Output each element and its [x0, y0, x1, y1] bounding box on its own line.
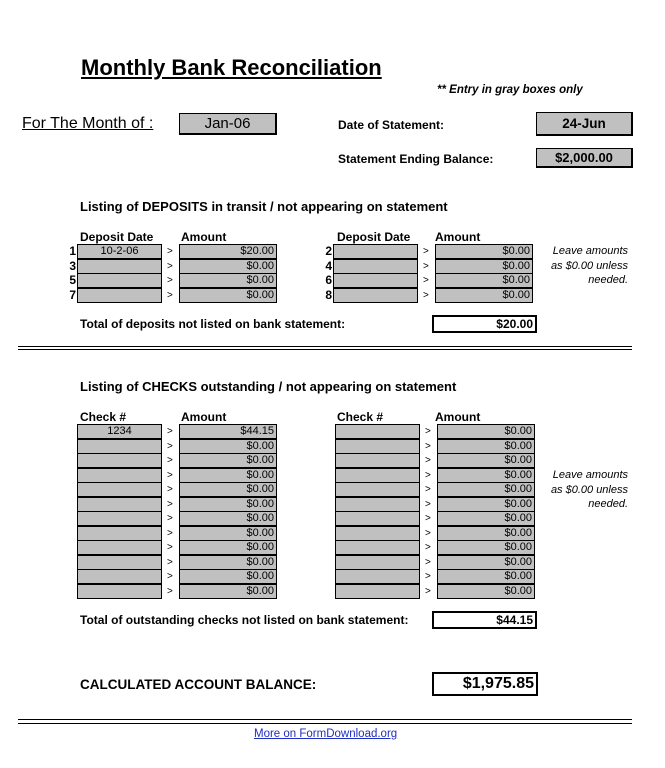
arrow-marker: > [425, 498, 431, 510]
check-number-input[interactable] [77, 584, 162, 599]
check-number-input[interactable] [335, 424, 420, 439]
check-number-input[interactable]: 1234 [77, 424, 162, 439]
check-number-input[interactable] [77, 526, 162, 541]
deposit-row-number: 7 [69, 287, 76, 302]
check-amount-input[interactable]: $0.00 [437, 468, 535, 483]
check-amount-input[interactable]: $0.00 [179, 482, 277, 497]
deposit-date-input[interactable] [333, 259, 418, 274]
arrow-marker: > [167, 275, 173, 286]
arrow-marker: > [425, 469, 431, 481]
check-number-input[interactable] [335, 482, 420, 497]
arrow-marker: > [167, 571, 173, 582]
deposit-date-input[interactable] [333, 273, 418, 288]
arrow-marker: > [167, 426, 173, 437]
statement-date-label: Date of Statement: [338, 118, 445, 132]
check-amount-input[interactable]: $0.00 [437, 497, 535, 512]
check-amount-input[interactable]: $0.00 [437, 511, 535, 526]
statement-balance-label: Statement Ending Balance: [338, 152, 494, 166]
deposit-row-number: 5 [69, 273, 76, 287]
arrow-marker: > [167, 260, 173, 272]
check-number-input[interactable] [77, 540, 162, 555]
entry-note: ** Entry in gray boxes only [437, 84, 583, 96]
deposit-amount-input[interactable]: $0.00 [179, 273, 277, 288]
statement-balance-input[interactable]: $2,000.00 [536, 148, 633, 168]
arrow-marker: > [425, 585, 431, 597]
deposit-amount-input[interactable]: $0.00 [179, 288, 277, 303]
check-number-input[interactable] [77, 569, 162, 584]
check-number-input[interactable] [335, 584, 420, 599]
arrow-marker: > [425, 426, 431, 437]
check-number-input[interactable] [335, 569, 420, 584]
deposit-amount-input[interactable]: $0.00 [435, 244, 533, 259]
arrow-marker: > [167, 246, 173, 257]
arrow-marker: > [167, 498, 173, 510]
arrow-marker: > [423, 275, 429, 286]
arrow-marker: > [167, 556, 173, 568]
check-amount-input[interactable]: $0.00 [437, 584, 535, 599]
arrow-marker: > [167, 527, 173, 539]
divider [18, 349, 632, 350]
check-amount-input[interactable]: $0.00 [179, 584, 277, 599]
check-number-header-right: Check # [337, 410, 384, 424]
arrow-marker: > [425, 527, 431, 539]
arrow-marker: > [167, 542, 173, 553]
arrow-marker: > [423, 246, 429, 257]
check-number-input[interactable] [77, 439, 162, 454]
arrow-marker: > [167, 440, 173, 452]
deposit-amount-input[interactable]: $20.00 [179, 244, 277, 259]
check-number-input[interactable] [335, 468, 420, 483]
arrow-marker: > [425, 542, 431, 553]
check-number-input[interactable] [77, 497, 162, 512]
checks-section-title: Listing of CHECKS outstanding / not appearing on statement [80, 379, 457, 394]
check-amount-input[interactable]: $0.00 [179, 497, 277, 512]
deposit-row-number: 8 [325, 287, 332, 302]
arrow-marker: > [425, 484, 431, 495]
check-number-input[interactable] [77, 453, 162, 468]
check-number-input[interactable] [77, 468, 162, 483]
arrow-marker: > [425, 455, 431, 466]
month-label: For The Month of : [22, 115, 154, 132]
calculated-balance-label: CALCULATED ACCOUNT BALANCE: [80, 677, 317, 692]
check-amount-input[interactable]: $0.00 [437, 569, 535, 584]
arrow-marker: > [425, 556, 431, 568]
deposits-total-label: Total of deposits not listed on bank statement: [80, 317, 346, 331]
check-amount-input[interactable]: $0.00 [437, 453, 535, 468]
deposit-amount-input[interactable]: $0.00 [435, 259, 533, 274]
divider [18, 346, 632, 347]
check-number-input[interactable] [335, 511, 420, 526]
deposit-date-input[interactable] [77, 288, 162, 303]
check-amount-input[interactable]: $0.00 [179, 468, 277, 483]
footer-link[interactable]: More on FormDownload.org [254, 728, 398, 740]
divider [18, 719, 632, 720]
deposit-date-input[interactable] [77, 259, 162, 274]
check-number-input[interactable] [335, 497, 420, 512]
arrow-marker: > [425, 513, 431, 524]
checks-leave-note: Leave amounts as $0.00 unless needed. [550, 469, 628, 510]
month-input[interactable]: Jan-06 [179, 113, 277, 135]
deposit-amount-header-left: Amount [181, 230, 227, 244]
check-amount-input[interactable]: $44.15 [179, 424, 277, 439]
check-amount-input[interactable]: $0.00 [437, 439, 535, 454]
deposit-row-number: 3 [69, 258, 76, 273]
check-amount-input[interactable]: $0.00 [179, 453, 277, 468]
check-amount-input[interactable]: $0.00 [437, 540, 535, 555]
check-amount-input[interactable]: $0.00 [437, 555, 535, 570]
check-number-input[interactable] [335, 540, 420, 555]
deposit-date-input[interactable] [333, 288, 418, 303]
check-amount-input[interactable]: $0.00 [179, 526, 277, 541]
deposits-leave-note: Leave amounts as $0.00 unless needed. [550, 245, 628, 286]
deposit-row-number: 4 [325, 258, 332, 273]
check-number-input[interactable] [335, 526, 420, 541]
deposit-row-number: 1 [69, 244, 76, 258]
deposit-amount-input[interactable]: $0.00 [179, 259, 277, 274]
deposit-row-number: 2 [325, 244, 332, 258]
check-amount-input[interactable]: $0.00 [179, 555, 277, 570]
calculated-balance-value: $1,975.85 [432, 672, 538, 696]
arrow-marker: > [423, 260, 429, 272]
deposit-date-input[interactable]: 10-2-06 [77, 244, 162, 259]
page-title: Monthly Bank Reconciliation [81, 55, 382, 80]
deposit-amount-input[interactable]: $0.00 [435, 273, 533, 288]
arrow-marker: > [167, 455, 173, 466]
check-number-input[interactable] [335, 453, 420, 468]
check-number-input[interactable] [335, 555, 420, 570]
check-amount-input[interactable]: $0.00 [179, 439, 277, 454]
deposit-row-number: 6 [325, 273, 332, 287]
arrow-marker: > [167, 469, 173, 481]
check-amount-input[interactable]: $0.00 [179, 540, 277, 555]
check-amount-header-left: Amount [181, 410, 227, 424]
check-amount-input[interactable]: $0.00 [179, 569, 277, 584]
check-number-input[interactable] [77, 482, 162, 497]
arrow-marker: > [167, 289, 173, 301]
deposits-section-title: Listing of DEPOSITS in transit / not appearing on statement [80, 199, 448, 214]
statement-date-input[interactable]: 24-Jun [536, 112, 633, 136]
check-amount-input[interactable]: $0.00 [437, 424, 535, 439]
deposit-date-header-right: Deposit Date [337, 230, 411, 244]
arrow-marker: > [167, 513, 173, 524]
deposit-amount-input[interactable]: $0.00 [435, 288, 533, 303]
arrow-marker: > [425, 440, 431, 452]
deposit-date-input[interactable] [333, 244, 418, 259]
check-amount-input[interactable]: $0.00 [437, 482, 535, 497]
check-number-input[interactable] [335, 439, 420, 454]
check-number-header-left: Check # [80, 410, 127, 424]
deposit-date-header-left: Deposit Date [80, 230, 154, 244]
check-amount-input[interactable]: $0.00 [437, 526, 535, 541]
deposit-date-input[interactable] [77, 273, 162, 288]
check-amount-header-right: Amount [435, 410, 481, 424]
checks-total-value: $44.15 [432, 611, 537, 629]
checks-total-label: Total of outstanding checks not listed on bank statement: [80, 613, 409, 627]
deposits-total-value: $20.00 [432, 315, 537, 333]
divider [18, 723, 632, 724]
check-number-input[interactable] [77, 511, 162, 526]
check-amount-input[interactable]: $0.00 [179, 511, 277, 526]
arrow-marker: > [425, 571, 431, 582]
arrow-marker: > [167, 585, 173, 597]
arrow-marker: > [167, 484, 173, 495]
deposit-amount-header-right: Amount [435, 230, 481, 244]
arrow-marker: > [423, 289, 429, 301]
check-number-input[interactable] [77, 555, 162, 570]
